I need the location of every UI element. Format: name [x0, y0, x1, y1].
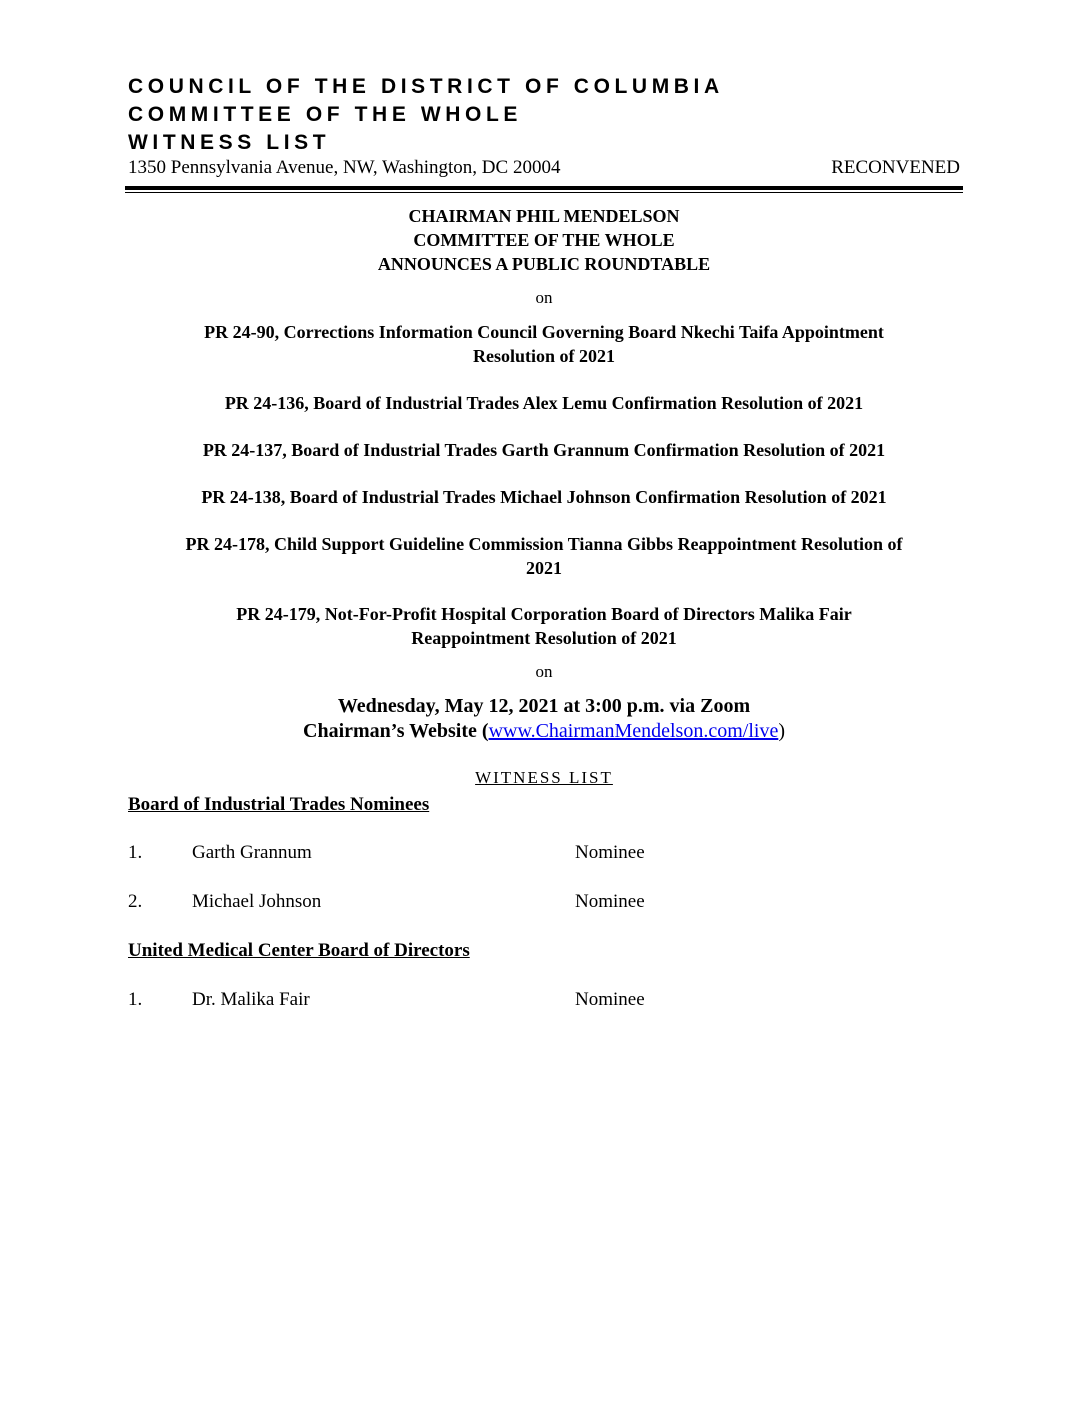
section-heading: United Medical Center Board of Directors	[128, 940, 470, 961]
resolution-item	[128, 391, 960, 415]
witness-name: Dr. Malika Fair	[192, 989, 310, 1010]
resolution-line: PR 24-178, Child Support Guideline Commission Tianna Gibbs Reappointment Resolution of	[185, 534, 903, 554]
committee-name: COMMITTEE OF THE WHOLE	[128, 103, 523, 126]
org-name: COUNCIL OF THE DISTRICT OF COLUMBIA	[128, 75, 724, 98]
address: 1350 Pennsylvania Avenue, NW, Washington, DC 20004	[128, 157, 561, 178]
resolution-line: PR 24-90, Corrections Information Council Governing Board Nkechi Taifa Appointment	[204, 322, 884, 342]
resolution-line: Reappointment Resolution of 2021	[411, 628, 677, 648]
status-label: RECONVENED	[831, 157, 960, 178]
committee-line: COMMITTEE OF THE WHOLE	[413, 230, 675, 250]
resolution-item	[128, 320, 960, 368]
resolution-item	[128, 532, 960, 580]
resolution-item	[128, 485, 960, 509]
resolution-line: PR 24-136, Board of Industrial Trades Alex Lemu Confirmation Resolution of 2021	[224, 393, 864, 413]
resolution-item	[128, 438, 960, 462]
resolution-line: PR 24-138, Board of Industrial Trades Michael Johnson Confirmation Resolution of 2021	[201, 487, 887, 507]
resolution-line: PR 24-137, Board of Industrial Trades Garth Grannum Confirmation Resolution of 2021	[202, 440, 886, 460]
witness-role: Nominee	[575, 842, 645, 863]
event-datetime: Wednesday, May 12, 2021 at 3:00 p.m. via Zoom	[337, 695, 751, 717]
witness-number: 2.	[128, 891, 143, 912]
website-link[interactable]: www.ChairmanMendelson.com/live	[488, 720, 779, 742]
chairman-line: CHAIRMAN PHIL MENDELSON	[408, 206, 680, 226]
witness-name: Michael Johnson	[192, 891, 322, 912]
website-prefix: Chairman’s Website (	[303, 720, 489, 742]
witness-list-title: WITNESS LIST	[475, 768, 613, 787]
witness-name: Garth Grannum	[192, 842, 312, 863]
resolution-item	[128, 602, 960, 650]
event-website	[128, 719, 960, 744]
header-rule-thin	[125, 192, 963, 193]
on-text: on	[535, 288, 553, 307]
witness-role: Nominee	[575, 989, 645, 1010]
announce-line: ANNOUNCES A PUBLIC ROUNDTABLE	[377, 254, 711, 274]
witness-number: 1.	[128, 989, 143, 1010]
resolution-line: Resolution of 2021	[472, 346, 615, 366]
witness-number: 1.	[128, 842, 143, 863]
document-type: WITNESS LIST	[128, 131, 331, 154]
header-rule	[125, 186, 963, 190]
website-suffix: )	[778, 720, 785, 742]
on-text: on	[535, 662, 553, 681]
witness-role: Nominee	[575, 891, 645, 912]
address-row	[128, 156, 960, 180]
section-heading: Board of Industrial Trades Nominees	[128, 794, 430, 815]
resolution-line: 2021	[526, 558, 562, 578]
resolution-line: PR 24-179, Not-For-Profit Hospital Corporation Board of Directors Malika Fair	[236, 604, 852, 624]
